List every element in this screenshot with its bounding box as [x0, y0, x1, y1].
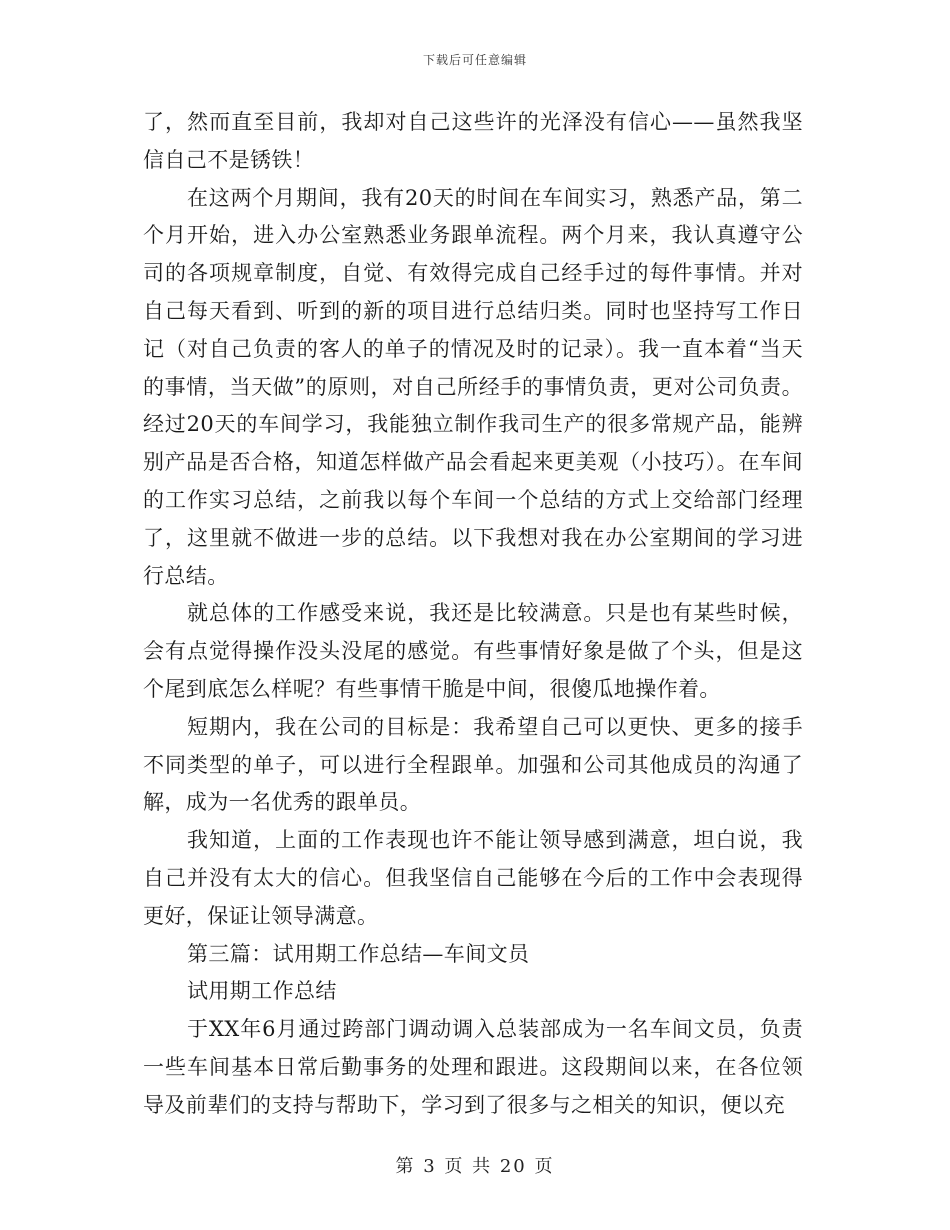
document-body	[143, 104, 803, 1125]
paragraph-transfer: 于XX年6月通过跨部门调动调入总装部成为一名车间文员，负责一些车间基本日常后勤事务的处理和跟进。这段期间以来，在各位领导及前辈们的支持与帮助下，学习到了很多与之相关的知识，便以充	[143, 1017, 803, 1117]
paragraph-confidence: 我知道，上面的工作表现也许不能让领导感到满意，坦白说，我自己并没有太大的信心。但我坚信自己能够在今后的工作中会表现得更好，保证让领导满意。	[143, 828, 803, 928]
section-heading: 第三篇：试用期工作总结—车间文员	[187, 941, 530, 966]
page-header: 下载后可任意编辑	[422, 53, 527, 67]
paragraph-continuation: 了，然而直至目前，我却对自己这些许的光泽没有信心——虽然我坚信自己不是锈铁！	[143, 110, 803, 172]
paragraph-short-term-goal: 短期内，我在公司的目标是：我希望自己可以更快、更多的接手不同类型的单子，可以进行全程跟单。加强和公司其他成员的沟通了解，成为一名优秀的跟单员。	[143, 714, 803, 815]
section-subtitle: 试用期工作总结	[187, 979, 337, 1004]
paragraph-overall-feeling: 就总体的工作感受来说，我还是比较满意。只是也有某些时候，会有点觉得操作没头没尾的感觉。有些事情好象是做了个头，但是这个尾到底怎么样呢？有些事情干脆是中间，很傻瓜地操作着。	[143, 601, 803, 701]
page-number: 第 3 页 共 20 页	[395, 1156, 555, 1177]
paragraph-internship: 在这两个月期间，我有20天的时间在车间实习，熟悉产品，第二个月开始，进入办公室熟悉业务跟单流程。两个月来，我认真遵守公司的各项规章制度，自觉、有效得完成自己经手过的每件事情。并对自己每天看到、听到的新的项目进行总结归类。同时也坚持写工作日记（对自己负责的客人的单子的情况及时的记录）。我一直本着“当天的事情，当天做”的原则，对自己所经手的事情负责，更对公司负责。经过20天的车间学习，我能独立制作我司生产的很多常规产品，能辨别产品是否合格，知道怎样做产品会看起来更美观（小技巧）。在车间的工作实习总结，之前我以每个车间一个总结的方式上交给部门经理了，这里就不做进一步的总结。以下我想对我在办公室期间的学习进行总结。	[143, 185, 803, 588]
